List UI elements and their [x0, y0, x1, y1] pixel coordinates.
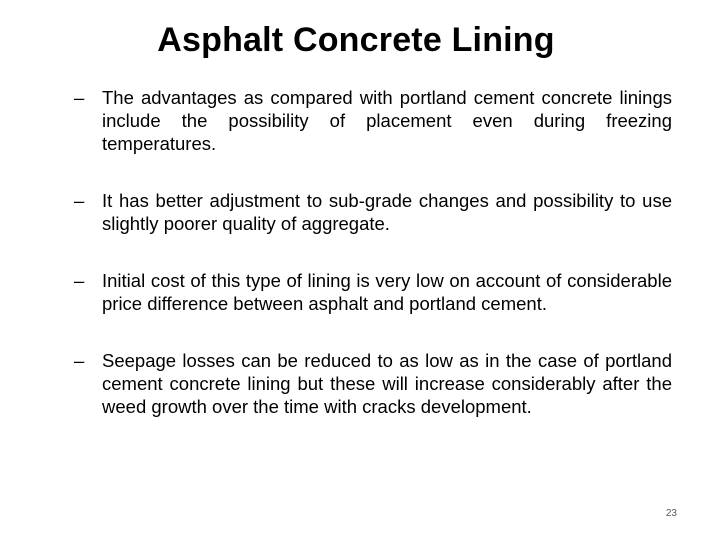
bullet-list — [74, 86, 672, 418]
slide-title-text: Asphalt Concrete Lining — [157, 21, 555, 59]
bullet-item — [74, 269, 672, 315]
bullet-dash: – — [74, 87, 85, 108]
bullet-text: It has better adjustment to sub-grade changes and possibility to use slightly poorer quality of aggregate. — [102, 190, 672, 234]
bullet-item — [74, 86, 672, 155]
bullet-text: Seepage losses can be reduced to as low as in the case of portland cement concrete lining but these will increase considerably after the weed growth over the time with cracks development. — [102, 350, 672, 417]
bullet-text: Initial cost of this type of lining is very low on account of considerable price difference between asphalt and portland cement. — [102, 270, 672, 314]
bullet-dash: – — [74, 190, 85, 211]
slide-title — [0, 18, 720, 62]
bullet-dash: – — [74, 270, 85, 291]
bullet-text: The advantages as compared with portland cement concrete linings include the possibility of placement even during freezing temperatures. — [102, 87, 672, 154]
bullet-item — [74, 189, 672, 235]
bullet-dash: – — [74, 350, 85, 371]
page-number: 23 — [665, 508, 677, 519]
bullet-item — [74, 349, 672, 418]
